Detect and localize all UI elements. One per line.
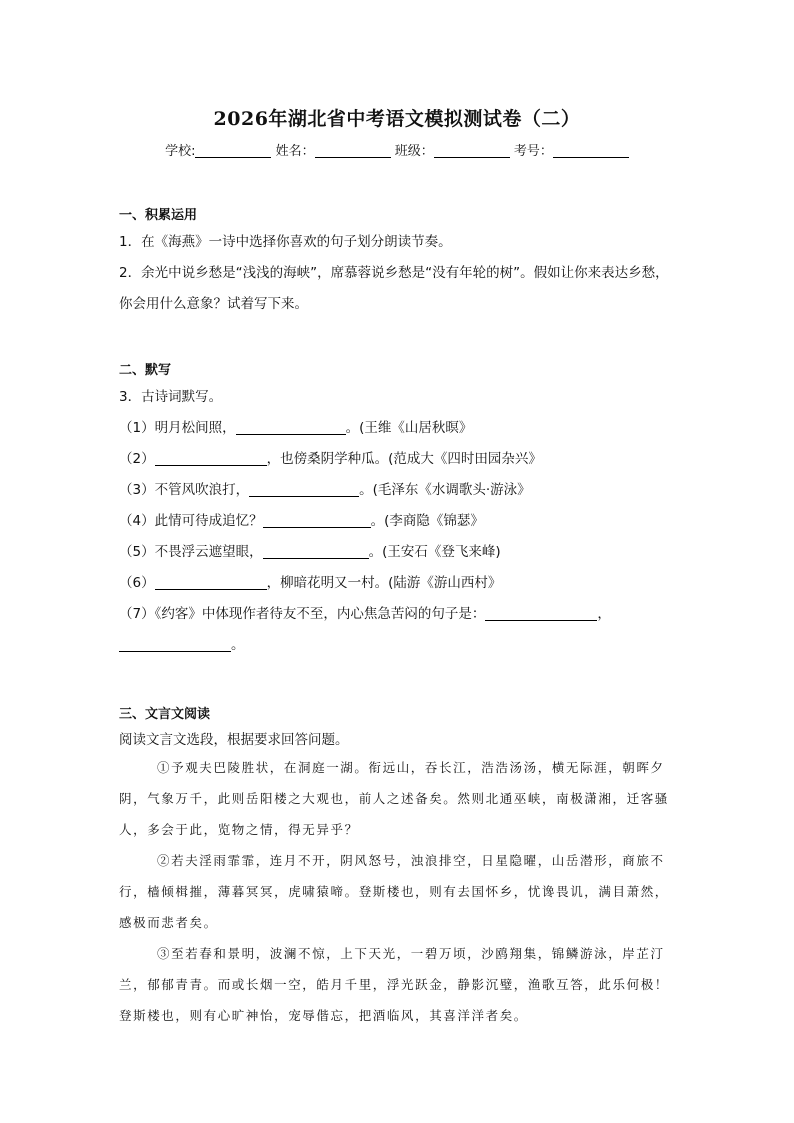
fill-item-2 bbox=[119, 447, 542, 467]
answer-blank[interactable] bbox=[119, 637, 231, 652]
fill-item-prefix: （1）明月松间照， bbox=[119, 420, 236, 436]
answer-blank[interactable] bbox=[263, 544, 369, 559]
passage-paragraph-2: ②若夫淫雨霏霏，连月不开，阴风怒号，浊浪排空，日星隐曜，山岳潜形，商旅不行，樯倾楫摧，薄暮冥冥，虎啸猿啼。登斯楼也，则有去国怀乡，忧谗畏讥，满目萧然，感极而悲者矣。 bbox=[119, 853, 669, 930]
school-label: 学校: bbox=[165, 144, 196, 159]
section-heading-1: 一、积累运用 bbox=[119, 208, 198, 223]
fill-item-prefix: （4）此情可待成追忆？ bbox=[119, 513, 263, 529]
fill-item-prefix: （3）不管风吹浪打， bbox=[119, 482, 250, 498]
answer-blank[interactable] bbox=[249, 482, 359, 497]
class-label: 班级： bbox=[394, 144, 434, 159]
exam-no-blank[interactable] bbox=[553, 143, 629, 158]
fill-item-source: 。(毛泽东《水调歌头·游泳》 bbox=[359, 482, 531, 498]
fill-item-prefix: （7）《约客》中体现作者待友不至，内心焦急苦闷的句子是： bbox=[119, 606, 486, 622]
answer-blank[interactable] bbox=[236, 420, 346, 435]
classical-passage bbox=[119, 752, 679, 1031]
class-blank[interactable] bbox=[434, 143, 510, 158]
question-1: 1．在《海燕》一诗中选择你喜欢的句子划分朗读节奏。 bbox=[119, 234, 452, 250]
fill-item-source: ，也傍桑阴学种瓜。(范成大《四时田园杂兴》 bbox=[266, 451, 542, 467]
fill-item-prefix: （5）不畏浮云遮望眼， bbox=[119, 544, 263, 560]
fill-item-prefix: （6） bbox=[119, 575, 155, 591]
exam-no-label: 考号： bbox=[513, 144, 553, 159]
question-2-line-1: 2．余光中说乡愁是“浅浅的海峡”，席慕蓉说乡愁是“没有年轮的树”。假如让你来表达乡愁， bbox=[119, 265, 669, 281]
fill-item-7 bbox=[119, 602, 611, 622]
fill-item-6 bbox=[119, 571, 501, 591]
answer-blank[interactable] bbox=[155, 451, 267, 466]
name-label: 姓名： bbox=[275, 144, 315, 159]
fill-item-1 bbox=[119, 416, 472, 436]
fill-item-source: 。(李商隐《锦瑟》 bbox=[370, 513, 484, 529]
name-blank[interactable] bbox=[315, 143, 391, 158]
passage-paragraph-3: ③至若春和景明，波澜不惊，上下天光，一碧万顷，沙鸥翔集，锦鳞游泳，岸芷汀兰，郁郁青青。而或长烟一空，皓月千里，浮光跃金，静影沉璧，渔歌互答，此乐何极！登斯楼也，则有心旷神怡，宠辱偕忘，把酒临风，其喜洋洋者矣。 bbox=[119, 946, 669, 1023]
section-heading-2: 二、默写 bbox=[119, 363, 172, 378]
question-3: 3．古诗词默写。 bbox=[119, 389, 223, 405]
answer-blank[interactable] bbox=[263, 513, 371, 528]
question-2-line-2: 你会用什么意象？试着写下来。 bbox=[119, 296, 308, 312]
school-blank[interactable] bbox=[195, 143, 271, 158]
fill-item-3 bbox=[119, 478, 531, 498]
passage-paragraph-1: ①予观夫巴陵胜状，在洞庭一湖。衔远山，吞长江，浩浩汤汤，横无际涯，朝晖夕阴，气象万千，此则岳阳楼之大观也，前人之述备矣。然则北通巫峡，南极潇湘，迁客骚人，多会于此，览物之情，得无异乎？ bbox=[119, 760, 669, 837]
exam-title: 2026年湖北省中考语文模拟测试卷（二） bbox=[213, 108, 581, 130]
fill-item-7-line-2 bbox=[119, 633, 245, 653]
answer-blank[interactable] bbox=[485, 606, 597, 621]
fill-item-source: 。(王维《山居秋暝》 bbox=[345, 420, 473, 436]
fill-item-end: 。 bbox=[231, 637, 245, 653]
fill-item-comma: ， bbox=[597, 606, 611, 622]
answer-blank[interactable] bbox=[155, 575, 267, 590]
fill-item-source: 。(王安石《登飞来峰) bbox=[368, 544, 501, 560]
fill-item-source: ，柳暗花明又一村。(陆游《游山西村》 bbox=[266, 575, 502, 591]
reading-intro: 阅读文言文选段，根据要求回答问题。 bbox=[119, 732, 349, 748]
fill-item-5 bbox=[119, 540, 501, 560]
fill-item-prefix: （2） bbox=[119, 451, 155, 467]
student-info-row bbox=[0, 140, 794, 159]
fill-item-4 bbox=[119, 509, 484, 529]
section-heading-3: 三、文言文阅读 bbox=[119, 707, 211, 722]
